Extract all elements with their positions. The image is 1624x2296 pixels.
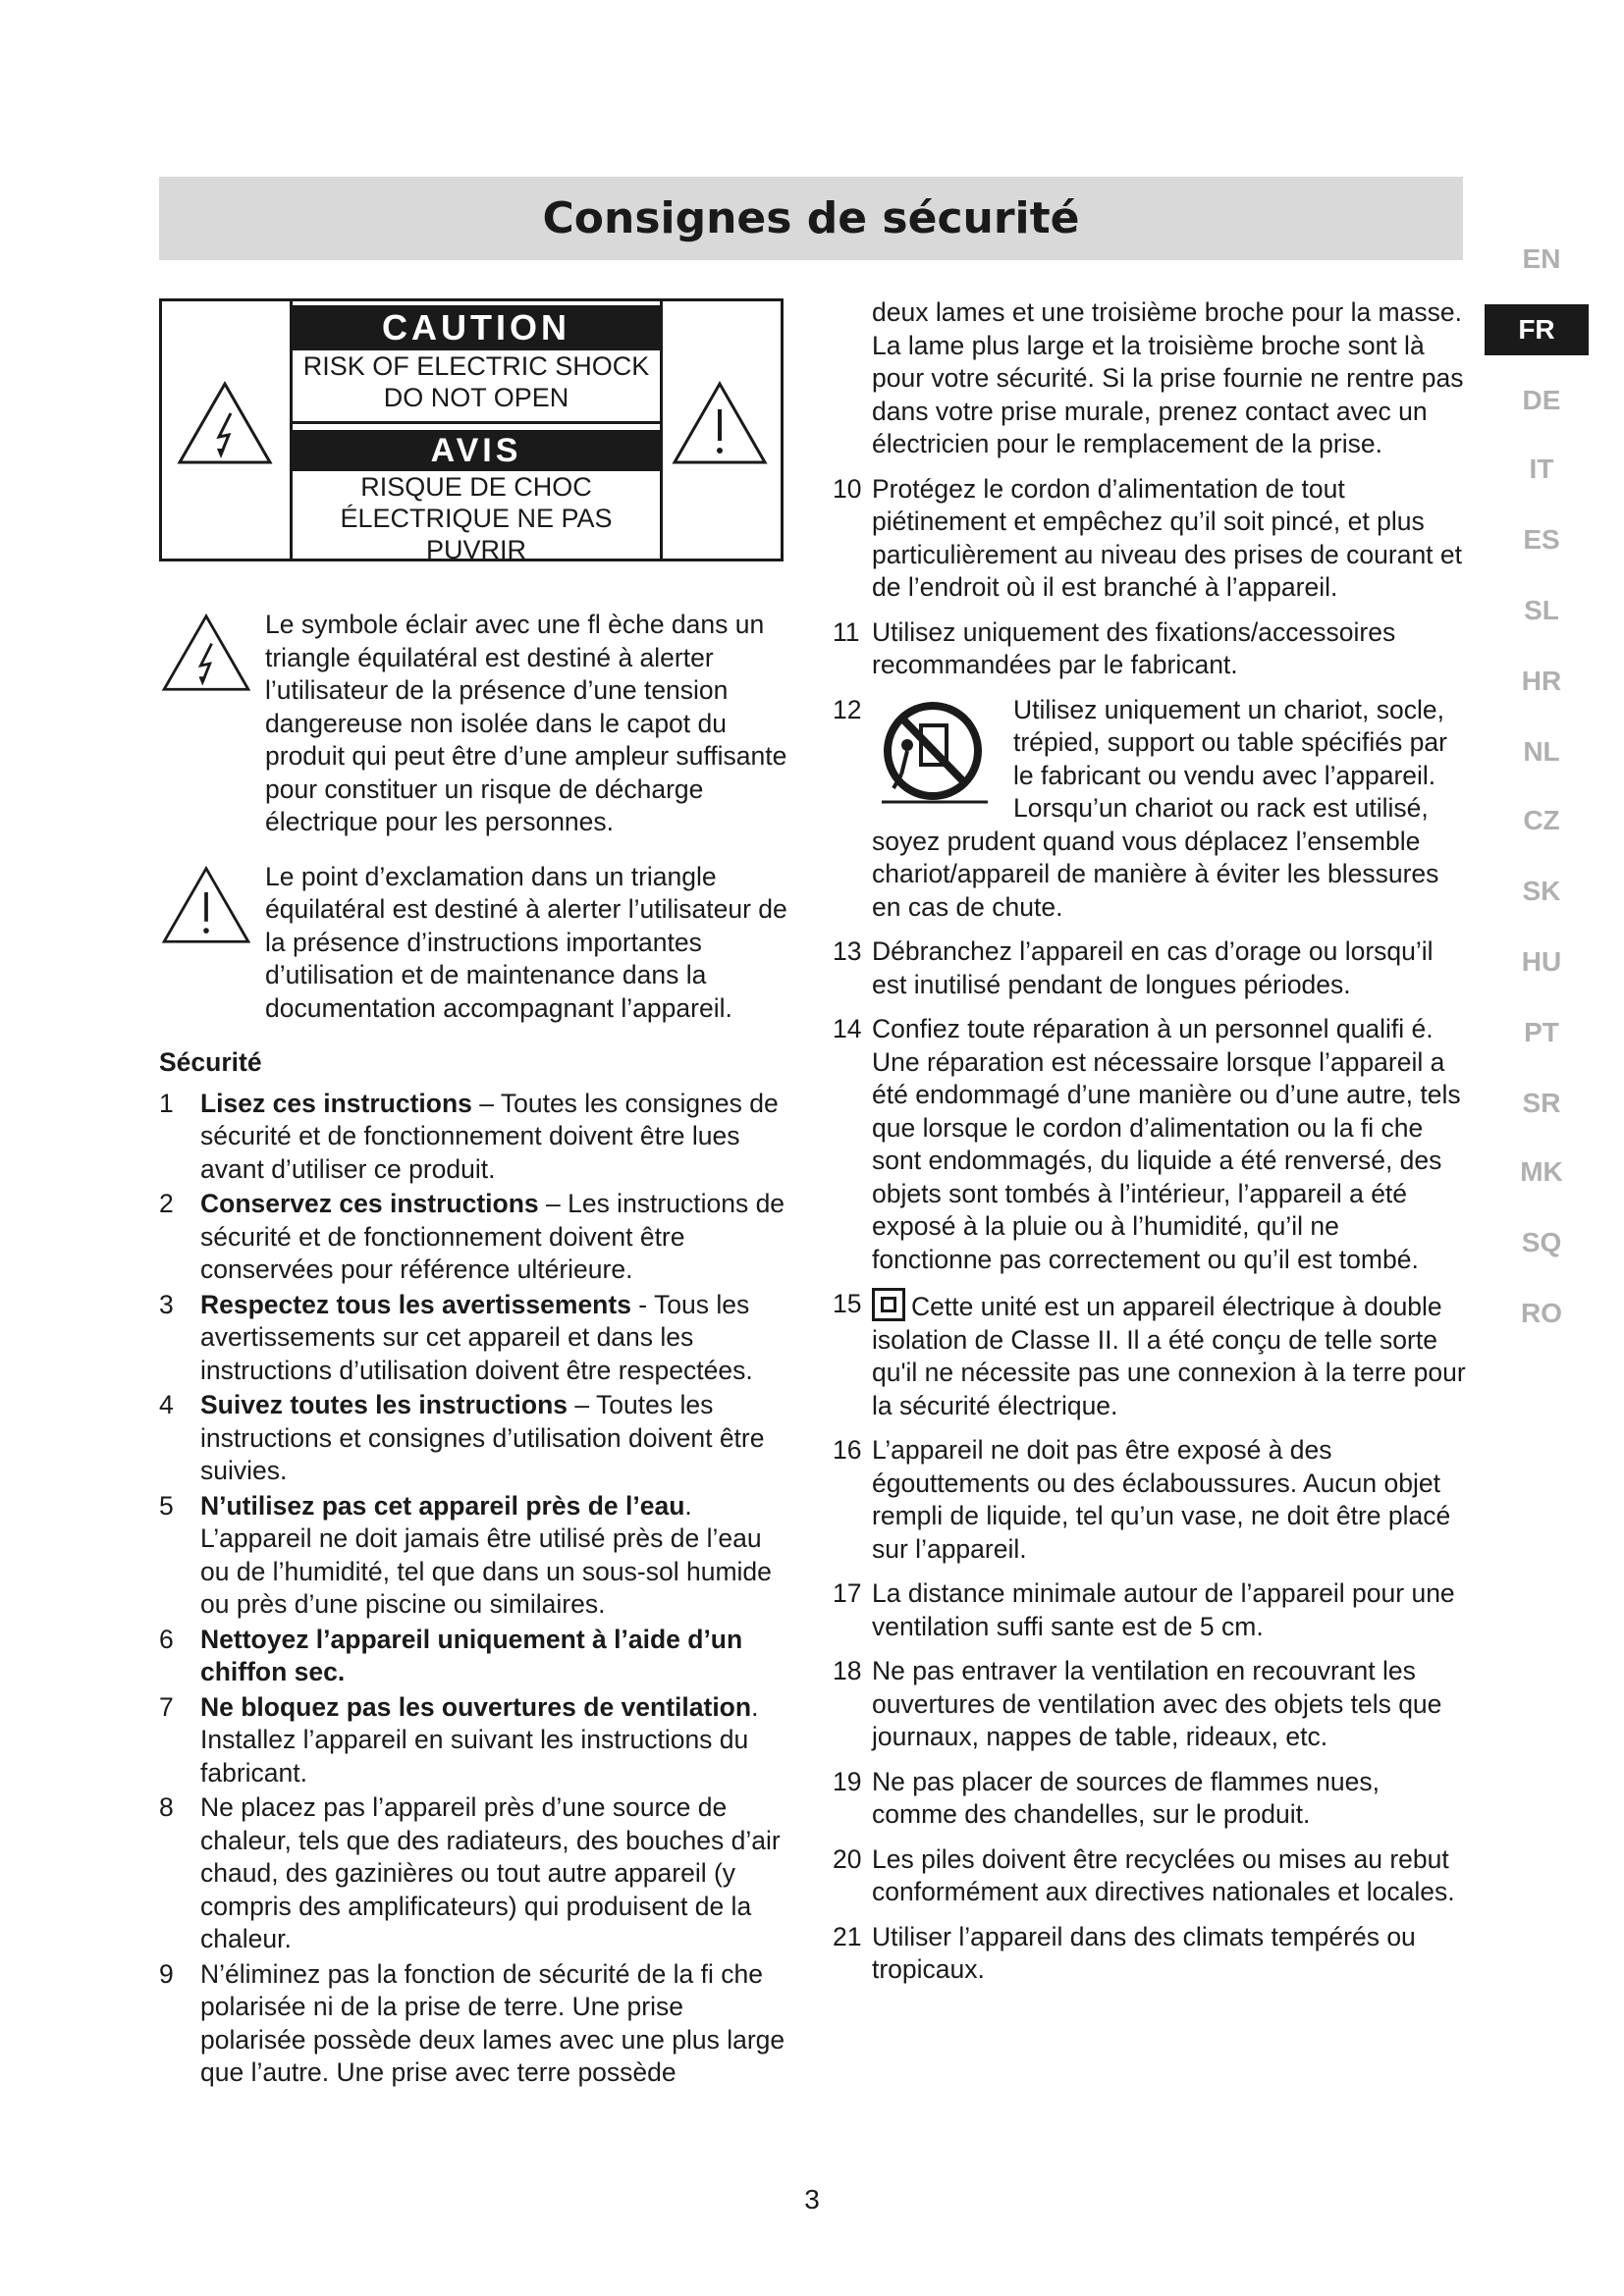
- lang-tab-nl[interactable]: NL: [1523, 736, 1560, 767]
- list-item: 5 N’utilisez pas cet appareil près de l’eau. L’appareil ne doit jamais être utilisé près de l’eau ou de l’humidité, tel que dans un sous-sol humide ou près d’une piscine ou similaires.: [159, 1490, 772, 1619]
- exclamation-symbol-explanation: [159, 861, 787, 1026]
- warning-divider: [293, 421, 660, 424]
- lang-tab-cz[interactable]: CZ: [1523, 805, 1560, 835]
- lang-tab-en[interactable]: EN: [1522, 243, 1561, 274]
- list-item: 18 Ne pas entraver la ventilation en recouvrant les ouvertures de ventilation avec des objets tels que journaux, nappes de table, rideaux, etc.: [833, 1656, 1442, 1751]
- lightning-triangle-icon: [176, 380, 274, 466]
- caution-line-1: RISK OF ELECTRIC SHOCK: [302, 351, 650, 381]
- lang-tab-fr[interactable]: FR: [1485, 304, 1589, 355]
- lang-tab-it[interactable]: IT: [1529, 454, 1554, 484]
- lang-tab-hr[interactable]: HR: [1521, 666, 1562, 696]
- list-item: 19 Ne pas placer de sources de flammes nues, comme des chandelles, sur le produit.: [833, 1766, 1380, 1829]
- lang-tab-sr[interactable]: SR: [1522, 1088, 1561, 1118]
- cart-warning-icon: [872, 694, 1009, 817]
- section-heading: Sécurité: [159, 1047, 262, 1077]
- left-column: [159, 609, 787, 2092]
- lang-tab-pt[interactable]: PT: [1524, 1017, 1559, 1047]
- lang-tab-sl[interactable]: SL: [1524, 595, 1559, 625]
- avis-label: AVIS: [293, 430, 660, 471]
- double-insulation-icon: [872, 1288, 905, 1321]
- list-item: 4 Suivez toutes les instructions – Toutes les instructions et consignes d’utilisation doivent être suivies.: [159, 1390, 765, 1485]
- lang-tab-mk[interactable]: MK: [1520, 1156, 1563, 1187]
- list-item: 7 Ne bloquez pas les ouvertures de ventilation. Installez l’appareil en suivant les instructions du fabricant.: [159, 1691, 759, 1788]
- lang-tab-de[interactable]: DE: [1522, 385, 1561, 415]
- list-item: 15 Cette unité est un appareil électrique à double isolation de Classe II. Il a été conçu de telle sorte qu'il ne nécessite pas une connexion à la terre pour la sécurité électrique.: [833, 1289, 1466, 1420]
- list-item: 16 L’appareil ne doit pas être exposé à des égouttements ou des éclaboussures. Aucun objet rempli de liquide, tel qu’un vase, ne doit être placé sur l’appareil.: [833, 1435, 1451, 1564]
- lang-tab-es[interactable]: ES: [1523, 524, 1560, 555]
- list-item: 1 Lisez ces instructions – Toutes les consignes de sécurité et de fonctionnement doivent être lues avant d’utiliser ce produit.: [159, 1088, 779, 1184]
- page-title: Consignes de sécurité: [542, 193, 1080, 243]
- avis-line-2: ÉLECTRIQUE NE PAS PUVRIR: [340, 504, 613, 564]
- page-header: [159, 177, 1463, 260]
- list-item: 6 Nettoyez l’appareil uniquement à l’aide d’un chiffon sec.: [159, 1624, 743, 1686]
- list-item: 3 Respectez tous les avertissements - Tous les avertissements sur cet appareil et dans les instructions d’utilisation doivent être respectées.: [159, 1289, 753, 1385]
- lightning-symbol-text: Le symbole éclair avec une fl èche dans un triangle équilatéral est destiné à alerter l’utilisateur de la présence d’une tension dangereuse non isolée dans le capot du produit qui peut être d’une ampleur suffisante pour constituer un risque de décharge électrique pour les personnes.: [265, 610, 787, 836]
- lang-tab-ro[interactable]: RO: [1521, 1298, 1562, 1328]
- lightning-triangle-icon: [159, 613, 253, 693]
- list-item: 20 Les piles doivent être recyclées ou mises au rebut conformément aux directives nationales et locales.: [833, 1843, 1455, 1906]
- lang-tab-sk[interactable]: SK: [1522, 876, 1561, 906]
- list-item: 12 Utilisez uniquement un chariot, socle, trépied, support ou table spécifiés par le fabricant ou vendu avec l’appareil. Lorsqu’un chariot ou rack est utilisé, soyez prudent quand vous déplacez l’ensemble chariot/appareil de manière à éviter les blessures en cas de chute.: [833, 694, 1447, 922]
- lightning-symbol-explanation: [159, 609, 787, 839]
- caution-label: CAUTION: [293, 305, 660, 350]
- avis-line-1: RISQUE DE CHOC: [360, 472, 592, 502]
- item-9-continuation: deux lames et une troisième broche pour la masse. La lame plus large et la troisième broche sont là pour votre sécurité. Si la prise fournie ne rentre pas dans votre prise murale, prenez contact avec un électricien pour le remplacement de la prise.: [872, 297, 1464, 458]
- lang-tab-hu[interactable]: HU: [1521, 946, 1562, 977]
- list-item: 10 Protégez le cordon d’alimentation de tout piétinement et empêchez qu’il soit pincé, et plus particulièrement au niveau des prises de courant et de l’endroit où il est branché à l’appareil.: [833, 473, 1463, 602]
- list-item: 13 Débranchez l’appareil en cas d’orage ou lorsqu’il est inutilisé pendant de longues périodes.: [833, 936, 1434, 999]
- list-item: 14 Confiez toute réparation à un personnel qualifi é. Une réparation est nécessaire lorsque l’appareil a été endommagé d’une manière ou d’une autre, tels que lorsque le cordon d’alimentation ou la fi che sont endommagés, du liquide a été renversé, des objets sont tombés à l’intérieur, l’appareil a été exposé à la pluie ou à l’humidité, qu’il ne fonctionne pas correctement ou qu’il est tombé.: [833, 1014, 1461, 1274]
- right-column: [833, 296, 1466, 1999]
- list-item: 17 La distance minimale autour de l’appareil pour une ventilation suffi sante est de 5 cm.: [833, 1578, 1455, 1641]
- warning-box: [159, 298, 784, 564]
- list-item: 21 Utiliser l’appareil dans des climats tempérés ou tropicaux.: [833, 1921, 1416, 1984]
- lang-tab-sq[interactable]: SQ: [1521, 1227, 1562, 1257]
- list-item: 11 Utilisez uniquement des fixations/accessoires recommandées par le fabricant.: [833, 616, 1396, 679]
- exclamation-triangle-icon: [159, 865, 253, 945]
- list-item: 9 N’éliminez pas la fonction de sécurité de la fi che polarisée ni de la prise de terre. Une prise polarisée possède deux lames avec une plus large que l’autre. Une prise avec terre possède: [159, 1958, 785, 2087]
- page-number: 3: [804, 2184, 820, 2215]
- list-item: 2 Conservez ces instructions – Les instructions de sécurité et de fonctionnement doivent être conservées pour référence ultérieure.: [159, 1189, 785, 1284]
- exclamation-symbol-text: Le point d’exclamation dans un triangle équilatéral est destiné à alerter l’utilisateur de la présence d’instructions importantes d’utilisation et de maintenance dans la documentation accompagnant l’appareil.: [265, 861, 787, 1023]
- list-item: 8 Ne placez pas l’appareil près d’une source de chaleur, tels que des radiateurs, des bouches d’air chaud, des gazinières ou tout autre appareil (y compris des amplificateurs) qui produisent de la chaleur.: [159, 1792, 781, 1953]
- exclamation-triangle-icon: [671, 380, 769, 466]
- caution-line-2: DO NOT OPEN: [383, 383, 569, 412]
- warning-center-panel: [290, 301, 663, 564]
